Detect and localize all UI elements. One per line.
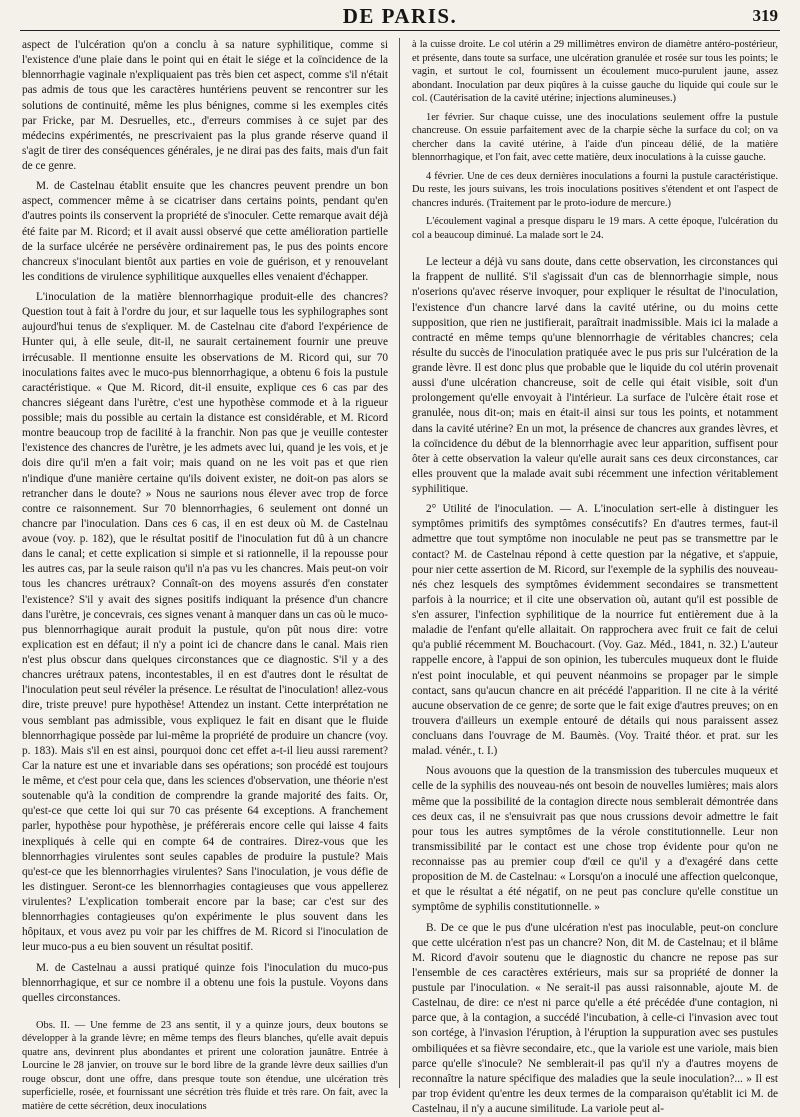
paragraph: Le lecteur a déjà vu sans doute, dans cette observation, les circonstances qui la frappent de nullité. S'il s'agissait d'un cas de blennorrhagie simple, nous n'oserions qu'avec réserve invoquer, pour expliquer le résultat de l'inoculation, l'existence d'un chancre larvé dans la cavité utérine, ou du moins cette supposition, que rien ne justifierait, paraîtrait inadmissible. Mais ici la malade a contracté en même temps qu'une blennorrhagie de véritables chancres; cela résulte du succès de l'inoculation pratiquée avec le pus pris sur l'ulcération de la grande lèvre. Il est donc plus que probable que le liquide du col utérin provenait aussi d'une ulcération chancreuse, soit de celle qui était visible, soit d'un prolongement qu'elle envoyait à l'intérieur. La surface de l'ulcère était rose et granulée, nous dit-on; mais en était-il ainsi sur tous les points, et notamment dans la cavité utérine? En un mot, la présence de chancres aux grandes lèvres, et la coïncidence du début de la blennorrhagie avec leur apparition, suffisent pour ôter à cette observation la valeur qu'elle aurait sans ces deux circonstances, car elles prouvent que la malade avait subi récemment une infection véritablement syphilitique. <box>412 256 778 496</box>
observation-text: L'écoulement vaginal a presque disparu le 19 mars. A cette époque, l'ulcération du col a beaucoup diminué. La malade sort le 24. <box>412 216 778 241</box>
paragraph: Nous avouons que la question de la transmission des tubercules muqueux et celle de la syphilis des nouveau-nés ont besoin de nouvelles lumières; mais alors même que la possibilité de la contagion directe nous semblerait démontrée dans ces deux cas, il ne s'ensuivrait pas que nous crussions devoir admettre le fait pour tous les autres symptômes de la vérole constitutionnelle. Leur non transmissibilité par le contact est une chose trop évidente pour qu'on ne reconnaisse pas au premier coup d'œil ce qu'il y a d'exagéré dans cette proposition de M. de Castelnau: « Lorsqu'on a inoculé une affection quelconque, et que le résultat a été négatif, on ne peut pas conclure qu'elle constitue un symptôme de syphilis constitutionnelle. » <box>412 765 778 914</box>
paragraph: aspect de l'ulcération qu'on a conclu à sa nature syphilitique, comme si l'existence d'une plaie dans le point qui en était le siége et la coïncidence de la blennorrhagie vaginale n'expliquaient pas très bien cet aspect, comme s'il n'était pas admis de tous que les caractères huntériens peuvent se rencontrer sur les solutions de continuité, même les plus bénignes, comme si les exemples cités par Fricke, par M. Desruelles, etc., d'erreurs commises à ce sujet par des médecins expérimentés, ne prescrivaient pas la plus grande réserve quand il s'agit de tirer des conséquences générales, je ne dirai pas des faits, mais d'un fait de ce genre. <box>22 39 388 172</box>
page-header <box>20 2 780 31</box>
right-column <box>412 38 778 1116</box>
observation-text: 1er février. Sur chaque cuisse, une des inoculations seulement offre la pustule chancreuse. On essuie parfaitement avec de la charpie sèche la surface du col; on va chercher dans la cavité utérine, à l'aide d'un pinceau délié, de la matière blennorrhagique, et l'on fait, avec cette matière, deux inoculations à la cuisse gauche. <box>412 111 778 164</box>
paragraph: M. de Castelnau a aussi pratiqué quinze fois l'inoculation du muco-pus blennorrhagique, et sur ce nombre il a obtenu une fois la pustule. Voyons dans quelles circonstances. <box>22 961 388 1004</box>
left-column <box>22 38 388 1112</box>
observation-text: à la cuisse droite. Le col utérin a 29 millimètres environ de diamètre antéro-postérieur, et présente, dans toute sa surface, une ulcération granulée et rosée sur tous les points; le vagin, et surtout le col, fournissent un écoulement muco-purulent jaune, assez abondant. Inoculation par deux piqûres à la cuisse gauche du liquide qui coule sur le col. (Cautérisation de la cavité utérine; injections alumineuses.) <box>412 39 778 105</box>
paragraph: L'inoculation de la matière blennorrhagique produit-elle des chancres? Question tout à fait à l'ordre du jour, et sur laquelle tous les syphilographes sont aujourd'hui tenus de s'expliquer. M. de Castelnau cite d'abord l'expérience de Hunter qui, à elle seule, dit-il, ne saurait certainement fournir une preuve irrécusable. Il mentionne ensuite les observations de M. Ricord qui, sur 70 inoculations faites avec le muco-pus blennorrhagique, a obtenu 6 fois la pustule caractéristique. « Que M. Ricord, dit-il ensuite, explique ces 6 cas par des chancres siégeant dans l'urètre, c'est une hypothèse commode et à la rigueur possible; mais du possible au certain la distance est considérable, et M. Ricord montre beaucoup trop de facilité à la franchir. Non pas que je veuille contester l'existence des chancres de l'urètre, je les admets avec lui, quand je les vois, et je dois dire qu'il m'en a fait voir; mais quand on ne les voit pas et que rien n'indique d'une manière certaine qu'ils doivent exister, ne doit-on pas alors se retrancher dans le doute? » Nous ne saurions nous élever avec trop de force contre ce raisonnement. Sur 70 blennorrhagies, 6 seulement ont donné un chancre par l'inoculation. Dans ces 6 cas, il en est deux où M. de Castelnau avoue (voy. p. 182), que le résultat positif de l'inoculation fut dû à un chancre dans le canal; et cette explication si simple et si rationnelle, il la repousse pour les autres cas, par la seule raison qu'il n'a pas vu les chancres. Mais peut-on voir tous les chancres urétraux? Connaît-on des moyens assurés d'en constater l'existence? S'il y avait des signes positifs indiquant la présence d'un chancre dans l'urètre, je concevrais, ces signes venant à manquer dans un cas où le muco-pus blennorrhagique aurait produit la pustule, qu'on pût nous dire: votre explication est en défaut; il n'y a point ici de chancre dans le canal. Mais rien n'est plus obscur dans quelques circonstances que ce diagnostic. S'il y a des chancres urétraux patens, incontestables, il en est d'autres dont le résultat de l'inoculation peut seul révéler la présence. Le résultat de l'inoculation! allez-vous dire, triste preuve! pure hypothèse! Attendez un instant. Cette interprétation ne vous semblant pas admissible, vous expliquez le fait en disant que le fluide blennorrhagique possède par lui-même la propriété de produire un chancre (voy. p. 183). Mais s'il en est ainsi, pourquoi donc cet effet a-t-il lieu aussi rarement? Car la nature est une et invariable dans ses opérations; son procédé est toujours le même, et c'est pour cela que, dans les sciences d'observation, une théorie n'est soutenable qu'à la condition de comprendre la grande majorité des faits. Or, qu'est-ce que cette loi qui sur 70 cas présente 64 exceptions. A franchement parler, hypothèse pour hypothèse, je préférerais encore celle qui laisse 4 faits inexpliqués à celle qui en compte 64 de contraires. Direz-vous que les blennorrhagies virulentes sont seules capables de produire la pustule? Mais qu'est-ce que les blennorrhagies virulentes? Sans l'inoculation, je vous défie de les distinguer. Seront-ce les blennorrhagies contagieuses que vous appellerez virulentes? L'explication tomberait encore par la base; car c'est sur des blennorrhagies contagieuses qu'on expérimente le plus souvent dans les hôpitaux, et vous avez pu voir par les chiffres de M. Ricord si l'inoculation de leur muco-pus a eu bien souvent un résultat positif. <box>22 291 388 954</box>
page-title: DE PARIS. <box>342 4 458 28</box>
observation-text: 4 février. Une de ces deux dernières inoculations a fourni la pustule caractéristique. Du reste, les jours suivans, les trois inoculations positives s'étendent et ont l'aspect de chancres indurés. (Traitement par le proto-iodure de mercure.) <box>412 170 778 209</box>
paragraph: M. de Castelnau établit ensuite que les chancres peuvent prendre un bon aspect, commencer même à se cicatriser dans certains points, pendant qu'en d'autres points ils conservent la propriété de s'inoculer. Cette remarque avait déjà été faite par M. Ricord; et il avait aussi observé que cette amélioration partielle de la surface ulcérée ne persévère ordinairement pas, le pus des points encore chancreux s'inoculant bientôt aux parties en voie de guérison, et y renouvelant les conditions de virulence syphilitique auxquelles elles venaient d'échapper. <box>22 180 388 283</box>
paragraph: B. De ce que le pus d'une ulcération n'est pas inoculable, peut-on conclure que cette ulcération n'est pas un chancre? Non, dit M. de Castelnau; et il blâme M. Ricord d'avoir soutenu que le diagnostic du chancre ne repose pas sur l'ensemble de ces caractères extérieurs, mais sur sa propriété de donner la pustule par l'inoculation. « Ne serait-il pas aussi raisonnable, ajoute M. de Castelnau, de dire: ce n'est ni parce qu'elle a été précédée d'une contagion, ni parce que, à la contagion, a succédé l'incubation, à celle-ci l'invasion avec tout son cortége, à l'invasion l'éruption, à l'éruption la suppuration avec ses pustules ombiliquées et sa fièvre secondaire, etc., que la variole est une variole, mais bien parce qu'elle s'inocule? Ne semblerait-il pas qu'il n'y a d'autres moyens de reconnaître la nature spécifique des maladies que la seule inoculation?... » Il est par trop évident qu'entre les deux termes de la comparaison qu'établit ici M. de Castelnau, il n'y a aucune similitude. La variole peut al- <box>412 921 778 1116</box>
page-number: 319 <box>752 6 778 25</box>
paragraph: 2° Utilité de l'inoculation. — A. L'inoculation sert-elle à distinguer les symptômes primitifs des symptômes consécutifs? En d'autres termes, faut-il admettre que tout symptôme non inoculable ne peut pas se transmettre par le contact? M. de Castelnau répond à cette question par la négative, et s'appuie, pour nier cette assertion de M. Ricord, sur l'exemple de la syphilis des nouveau-nés chez lesquels des symptômes évidemment secondaires se transmettent parfois à la nourrice; et il cite une observation où, autant qu'il est possible de s'en assurer, l'infection syphilitique de la nourrice fut entièrement due à la maladie de l'enfant qu'elle allaitait. On rapprochera avec fruit ce fait de celui qu'a publié récemment M. Bouchacourt. (Voy. Gaz. Méd., 1841, n. 32.) L'auteur rappelle encore, à l'appui de son opinion, les tubercules muqueux dont le fluide n'est point inoculable, et qui peuvent néanmoins se propager par le simple contact, sans qu'aucun chancre en ait précédé l'apparition. Il ne cite à la vérité aucune observation de ce genre; de sorte que le fait exige d'autres preuves; on en trouvera d'ailleurs un exemple entouré de détails qui nous paraissent assez concluans dans l'ouvrage de M. Baumès. (Voy. Traité théor. et prat. sur les malad. vénér., t. I.) <box>412 503 778 758</box>
observation-text: Obs. II. — Une femme de 23 ans sentit, il y a quinze jours, deux boutons se développer à la grande lèvre; en même temps des fleurs blanches, qu'elle avait depuis quatre ans, devinrent plus abondantes et prirent une coloration jaunâtre. Entrée à Lourcine le 28 janvier, on trouve sur le bord libre de la grande lèvre deux saillies d'un rouge obscur, dont une offre, dans presque toute son étendue, une ulcération très superficielle, rosée, et fournissant une sécrétion très fluide et très rare. On fait, avec la matière de cette sécrétion, deux inoculations <box>22 1019 388 1112</box>
column-divider <box>399 38 400 1088</box>
